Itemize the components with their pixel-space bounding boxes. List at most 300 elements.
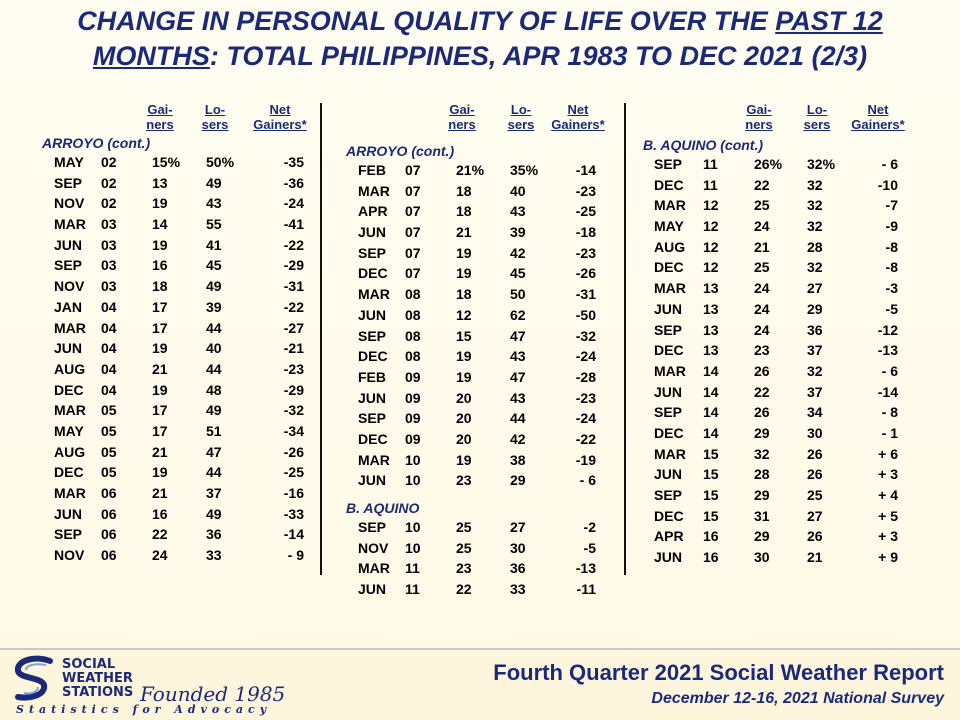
- cell-gainers: 20: [456, 430, 472, 447]
- header-net-line: Net: [867, 102, 889, 117]
- cell-losers: 32: [807, 259, 823, 276]
- cell-losers: 49: [206, 278, 222, 295]
- cell-losers: 42: [510, 430, 526, 447]
- cell-month: AUG: [654, 238, 686, 255]
- cell-year: 07: [405, 224, 421, 241]
- cell-losers: 34: [807, 404, 823, 421]
- table-row: [641, 257, 931, 278]
- cell-losers: 40: [206, 340, 222, 357]
- cell-year: 07: [405, 203, 421, 220]
- cell-net-gainers: -35: [283, 154, 304, 170]
- table-row: [40, 504, 320, 525]
- cell-gainers: 22: [456, 581, 472, 598]
- cell-net-gainers: -29: [283, 381, 304, 398]
- cell-losers: 50: [510, 286, 526, 303]
- cell-month: SEP: [358, 244, 387, 261]
- cell-net-gainers: -13: [877, 342, 898, 359]
- cell-net-gainers: -27: [283, 319, 304, 336]
- header-net: [541, 102, 615, 132]
- table-row: [40, 255, 320, 276]
- cell-losers: 49: [206, 505, 222, 522]
- cell-year: 16: [703, 549, 719, 566]
- cell-gainers: 28: [754, 466, 770, 483]
- cell-month: APR: [358, 203, 388, 220]
- cell-net-gainers: - 6: [881, 362, 898, 379]
- cell-losers: 21: [807, 549, 823, 566]
- cell-net-gainers: -33: [283, 505, 304, 522]
- sws-logo: [12, 655, 286, 717]
- cell-year: 15: [703, 445, 719, 462]
- cell-net-gainers: + 3: [878, 528, 898, 545]
- cell-losers: 49: [206, 174, 222, 191]
- cell-month: FEB: [358, 162, 386, 178]
- cell-losers: 44: [510, 410, 526, 427]
- cell-losers: 32: [807, 362, 823, 379]
- cell-gainers: 17: [152, 298, 168, 315]
- cell-month: DEC: [654, 507, 684, 524]
- cell-net-gainers: -23: [575, 244, 596, 261]
- cell-year: 08: [405, 348, 421, 365]
- cell-gainers: 23: [456, 472, 472, 489]
- table-row: [344, 284, 624, 305]
- cell-gainers: 15: [456, 327, 472, 344]
- cell-net-gainers: -8: [885, 259, 898, 276]
- cell-losers: 37: [206, 485, 222, 501]
- table-row: [641, 464, 931, 485]
- cell-year: 14: [703, 404, 719, 421]
- cell-year: 07: [405, 244, 421, 261]
- cell-gainers: 32: [754, 445, 770, 462]
- cell-losers: 27: [510, 519, 526, 535]
- cell-year: 02: [101, 174, 117, 191]
- cell-month: DEC: [654, 176, 684, 193]
- cell-month: DEC: [54, 381, 84, 398]
- cell-losers: 43: [510, 203, 526, 220]
- header-net-line: Net: [269, 102, 291, 117]
- cell-losers: 33: [206, 547, 222, 564]
- header-gainers: [737, 102, 781, 132]
- table-row: [40, 400, 320, 421]
- cell-year: 12: [703, 218, 719, 235]
- cell-losers: 44: [206, 360, 222, 377]
- cell-gainers: 19: [152, 236, 168, 253]
- cell-year: 04: [101, 298, 117, 315]
- cell-month: SEP: [654, 156, 683, 172]
- cell-month: DEC: [654, 424, 684, 441]
- table-row: [641, 175, 931, 196]
- table-row: [641, 444, 931, 465]
- cell-month: DEC: [654, 259, 684, 276]
- cell-month: APR: [654, 528, 684, 545]
- cell-month: SEP: [654, 404, 683, 421]
- cell-year: 03: [101, 278, 117, 295]
- cell-year: 11: [703, 156, 718, 172]
- cell-year: 12: [703, 259, 719, 276]
- table-row: [40, 380, 320, 401]
- cell-month: JUN: [358, 472, 387, 489]
- header-losers-line: Lo-: [806, 102, 828, 117]
- cell-gainers: 19: [152, 340, 168, 357]
- cell-year: 16: [703, 528, 719, 545]
- cell-gainers: 24: [754, 218, 770, 235]
- cell-month: SEP: [654, 321, 683, 338]
- cell-year: 08: [405, 327, 421, 344]
- cell-year: 09: [405, 389, 421, 406]
- cell-net-gainers: -9: [885, 218, 898, 235]
- cell-year: 15: [703, 507, 719, 524]
- table-row: [344, 201, 624, 222]
- cell-losers: 37: [807, 383, 823, 400]
- table-row: [641, 299, 931, 320]
- cell-month: JUN: [54, 340, 83, 357]
- table-row: [40, 214, 320, 235]
- cell-gainers: 22: [754, 176, 770, 193]
- cell-year: 07: [405, 265, 421, 282]
- cell-net-gainers: - 1: [881, 424, 898, 441]
- sws-logo-icon: [12, 655, 58, 705]
- title-part-2: PAST 12: [775, 6, 883, 36]
- cell-gainers: 13: [152, 174, 168, 191]
- cell-year: 08: [405, 306, 421, 323]
- cell-losers: 45: [206, 257, 222, 274]
- cell-month: MAR: [654, 280, 686, 297]
- cell-net-gainers: -14: [575, 162, 596, 178]
- header-net: [243, 102, 317, 132]
- cell-net-gainers: -19: [575, 451, 596, 468]
- cell-month: JAN: [54, 298, 83, 315]
- cell-year: 05: [101, 402, 117, 419]
- cell-losers: 48: [206, 381, 222, 398]
- table-row: [40, 462, 320, 483]
- cell-month: SEP: [358, 519, 387, 535]
- cell-month: MAR: [358, 182, 390, 199]
- cell-month: JUN: [358, 224, 387, 241]
- cell-gainers: 16: [152, 505, 168, 522]
- cell-month: SEP: [654, 487, 683, 503]
- table-row: [641, 506, 931, 527]
- cell-year: 06: [101, 505, 117, 522]
- header-losers-line: Lo-: [510, 102, 532, 117]
- header-gainers-line: ners: [448, 117, 476, 132]
- table-row: [40, 235, 320, 256]
- cell-gainers: 16: [152, 257, 168, 274]
- cell-net-gainers: -34: [283, 422, 304, 439]
- cell-year: 09: [405, 368, 421, 385]
- cell-gainers: 29: [754, 487, 770, 503]
- cell-net-gainers: -16: [283, 485, 304, 501]
- cell-month: DEC: [358, 430, 388, 447]
- cell-losers: 43: [206, 195, 222, 212]
- cell-net-gainers: -14: [283, 526, 304, 543]
- cell-month: JUN: [358, 581, 387, 598]
- cell-losers: 55: [206, 216, 222, 233]
- cell-year: 04: [101, 360, 117, 377]
- column-headers: [641, 100, 931, 134]
- cell-net-gainers: -36: [283, 174, 304, 191]
- cell-gainers: 25: [456, 539, 472, 556]
- table-row: [344, 429, 624, 450]
- cell-gainers: 19: [456, 244, 472, 261]
- table-row: [344, 579, 624, 600]
- cell-gainers: 19: [456, 265, 472, 282]
- table-row: [40, 442, 320, 463]
- cell-losers: 50%: [206, 154, 235, 170]
- cell-year: 13: [703, 321, 719, 338]
- table-row: [641, 361, 931, 382]
- cell-losers: 36: [510, 560, 526, 577]
- table-row: [641, 320, 931, 341]
- logo-line: SOCIAL: [62, 657, 116, 672]
- table-row: [641, 340, 931, 361]
- cell-losers: 32: [807, 197, 823, 214]
- cell-net-gainers: -18: [575, 224, 596, 241]
- cell-net-gainers: -31: [283, 278, 304, 295]
- cell-year: 07: [405, 162, 421, 178]
- title-part-4: : TOTAL PHILIPPINES, APR 1983 TO DEC 2021 (2/3): [209, 41, 868, 71]
- cell-losers: 37: [807, 342, 823, 359]
- cell-losers: 44: [206, 319, 222, 336]
- cell-year: 10: [405, 519, 421, 535]
- cell-year: 11: [703, 176, 718, 193]
- cell-month: MAY: [54, 422, 84, 439]
- cell-net-gainers: -22: [283, 236, 304, 253]
- cell-month: SEP: [54, 526, 83, 543]
- founded-text: Founded 1985: [140, 682, 286, 706]
- header-gainers-line: ners: [146, 117, 174, 132]
- cell-month: DEC: [654, 342, 684, 359]
- table-row: [40, 152, 320, 173]
- cell-net-gainers: -23: [283, 360, 304, 377]
- cell-year: 07: [405, 182, 421, 199]
- cell-net-gainers: -23: [575, 389, 596, 406]
- table-row: [40, 173, 320, 194]
- header-gainers-line: Gai-: [746, 102, 772, 117]
- cell-net-gainers: -8: [885, 238, 898, 255]
- table-row: [344, 517, 624, 538]
- sws-logo-text: [62, 658, 133, 700]
- table-row: [344, 450, 624, 471]
- cell-losers: 47: [510, 327, 526, 344]
- table-row: [641, 154, 931, 175]
- cell-gainers: 24: [754, 280, 770, 297]
- header-net-line: Net: [567, 102, 589, 117]
- cell-losers: 36: [807, 321, 823, 338]
- column-headers: [40, 100, 320, 134]
- cell-month: DEC: [358, 265, 388, 282]
- header-net-line: Gainers*: [253, 117, 307, 132]
- cell-net-gainers: + 5: [878, 507, 898, 524]
- cell-month: NOV: [54, 278, 85, 295]
- cell-month: JUN: [54, 236, 83, 253]
- table-row: [344, 243, 624, 264]
- cell-year: 03: [101, 216, 117, 233]
- cell-losers: 47: [206, 443, 222, 460]
- section-label: ARROYO (cont.): [346, 143, 455, 159]
- table-row: [344, 538, 624, 559]
- column-headers: [344, 100, 624, 134]
- table-row: [344, 558, 624, 579]
- cell-net-gainers: -13: [575, 560, 596, 577]
- header-losers-line: sers: [507, 117, 535, 132]
- table-row: [344, 388, 624, 409]
- cell-gainers: 17: [152, 422, 168, 439]
- cell-gainers: 12: [456, 306, 472, 323]
- cell-month: FEB: [358, 368, 386, 385]
- table-row: [641, 402, 931, 423]
- table-row: [40, 193, 320, 214]
- cell-month: DEC: [54, 464, 84, 481]
- cell-month: NOV: [54, 195, 85, 212]
- cell-net-gainers: -25: [283, 464, 304, 481]
- cell-gainers: 23: [456, 560, 472, 577]
- cell-gainers: 25: [754, 197, 770, 214]
- cell-gainers: 15%: [152, 154, 181, 170]
- cell-net-gainers: -2: [583, 519, 596, 535]
- cell-losers: 26: [807, 528, 823, 545]
- cell-losers: 32: [807, 176, 823, 193]
- cell-net-gainers: + 3: [878, 466, 898, 483]
- cell-gainers: 21: [152, 360, 168, 377]
- table-row: [641, 485, 931, 506]
- cell-gainers: 19: [456, 368, 472, 385]
- table-column-1: [40, 100, 320, 566]
- table-row: [344, 346, 624, 367]
- section-label: B. AQUINO: [346, 500, 420, 516]
- header-gainers-line: Gai-: [147, 102, 173, 117]
- cell-year: 06: [101, 526, 117, 543]
- cell-losers: 43: [510, 389, 526, 406]
- cell-month: JUN: [654, 549, 683, 566]
- cell-losers: 30: [807, 424, 823, 441]
- cell-year: 09: [405, 430, 421, 447]
- header-gainers-line: Gai-: [449, 102, 475, 117]
- cell-gainers: 21: [754, 238, 770, 255]
- cell-year: 13: [703, 300, 719, 317]
- cell-net-gainers: -14: [877, 383, 898, 400]
- header-net: [841, 102, 915, 132]
- cell-net-gainers: -11: [576, 581, 596, 598]
- table-row: [344, 326, 624, 347]
- cell-year: 10: [405, 451, 421, 468]
- table-row: [641, 195, 931, 216]
- header-losers-line: sers: [201, 117, 229, 132]
- logo-line: STATIONS: [62, 685, 134, 700]
- cell-gainers: 21: [456, 224, 472, 241]
- cell-year: 11: [405, 581, 420, 598]
- cell-losers: 32%: [807, 156, 836, 172]
- cell-gainers: 19: [152, 195, 168, 212]
- cell-year: 10: [405, 539, 421, 556]
- cell-net-gainers: -26: [283, 443, 304, 460]
- cell-month: NOV: [358, 539, 389, 556]
- header-losers: [195, 102, 235, 132]
- cell-net-gainers: -5: [885, 300, 898, 317]
- cell-gainers: 20: [456, 410, 472, 427]
- cell-year: 04: [101, 381, 117, 398]
- table-row: [344, 181, 624, 202]
- cell-gainers: 18: [456, 203, 472, 220]
- cell-net-gainers: -22: [283, 298, 304, 315]
- cell-month: JUN: [654, 383, 683, 400]
- cell-net-gainers: - 6: [579, 472, 596, 489]
- table-row: [40, 483, 320, 504]
- table-row: [344, 408, 624, 429]
- cell-net-gainers: -23: [575, 182, 596, 199]
- cell-losers: 44: [206, 464, 222, 481]
- cell-year: 14: [703, 362, 719, 379]
- table-row: [344, 305, 624, 326]
- cell-month: MAR: [358, 560, 390, 577]
- cell-year: 13: [703, 342, 719, 359]
- cell-year: 05: [101, 422, 117, 439]
- header-losers: [797, 102, 837, 132]
- header-gainers-line: ners: [745, 117, 773, 132]
- cell-net-gainers: -26: [575, 265, 596, 282]
- cell-net-gainers: -28: [575, 368, 596, 385]
- cell-month: MAR: [358, 451, 390, 468]
- cell-month: SEP: [358, 410, 387, 427]
- cell-gainers: 25: [456, 519, 472, 535]
- header-losers: [501, 102, 541, 132]
- cell-year: 04: [101, 319, 117, 336]
- cell-gainers: 21%: [456, 162, 485, 178]
- cell-year: 06: [101, 547, 117, 564]
- cell-year: 11: [405, 560, 420, 577]
- cell-losers: 40: [510, 182, 526, 199]
- cell-month: AUG: [54, 360, 86, 377]
- report-title: Fourth Quarter 2021 Social Weather Report: [493, 660, 944, 685]
- cell-month: MAY: [654, 218, 684, 235]
- cell-gainers: 19: [456, 451, 472, 468]
- cell-losers: 38: [510, 451, 526, 468]
- cell-net-gainers: -32: [575, 327, 596, 344]
- cell-month: MAR: [654, 362, 686, 379]
- cell-gainers: 26: [754, 362, 770, 379]
- cell-month: JUN: [358, 306, 387, 323]
- cell-gainers: 24: [754, 300, 770, 317]
- cell-month: SEP: [54, 174, 83, 191]
- cell-net-gainers: -25: [575, 203, 596, 220]
- cell-losers: 47: [510, 368, 526, 385]
- cell-losers: 36: [206, 526, 222, 543]
- header-losers-line: sers: [803, 117, 831, 132]
- cell-month: JUN: [654, 466, 683, 483]
- cell-losers: 33: [510, 581, 526, 598]
- cell-net-gainers: -5: [583, 539, 596, 556]
- cell-gainers: 21: [152, 443, 168, 460]
- cell-year: 12: [703, 238, 719, 255]
- title-part-3: MONTHS: [92, 41, 210, 71]
- cell-month: MAR: [54, 319, 86, 336]
- cell-losers: 27: [807, 507, 823, 524]
- cell-month: SEP: [54, 257, 83, 274]
- cell-gainers: 19: [152, 381, 168, 398]
- cell-gainers: 26: [754, 404, 770, 421]
- cell-year: 09: [405, 410, 421, 427]
- table-row: [344, 470, 624, 491]
- table-row: [641, 237, 931, 258]
- cell-net-gainers: -7: [885, 197, 898, 214]
- cell-net-gainers: + 9: [878, 549, 898, 566]
- cell-month: MAY: [54, 154, 84, 170]
- cell-gainers: 19: [152, 464, 168, 481]
- cell-month: JUN: [654, 300, 683, 317]
- cell-year: 12: [703, 197, 719, 214]
- cell-year: 05: [101, 464, 117, 481]
- cell-net-gainers: - 8: [881, 404, 898, 421]
- cell-gainers: 31: [754, 507, 770, 524]
- cell-year: 14: [703, 424, 719, 441]
